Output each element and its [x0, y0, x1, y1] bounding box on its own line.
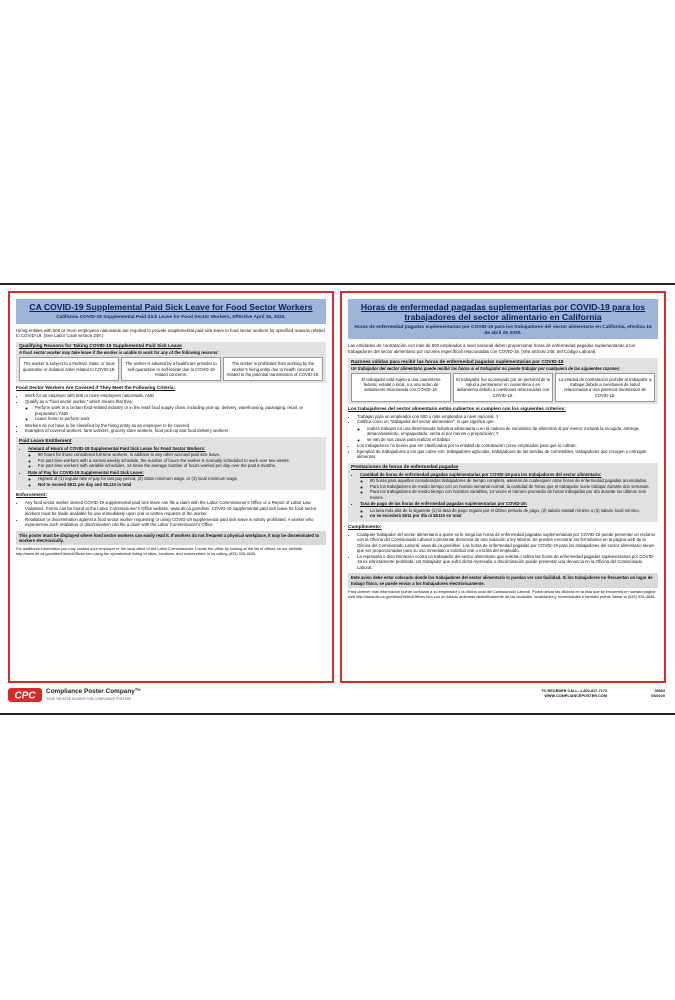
english-covered-section [16, 386, 326, 433]
list-item: ◦ Perform work in a certain food-related industry or in the retail food supply chain, including pick-up, delivery, warehousing, packaging, retail, or preparation; AND [35, 405, 326, 416]
spanish-footer: Para obtener más información puede contactar a su empleador o la oficina local del Comisionado Laboral. Podrá ubicar las oficinas en la lista que se encuentra en nuestra página web http://www.dir.ca.gov/dlse/DistrictOffices.htm con un listado ordenado alfabéticamente de las ciudades, localidades y comunidades o también puede llamar al (833) 526-4636. [348, 588, 656, 599]
spanish-enforcement-heading: Cumplimiento: [348, 524, 382, 530]
list-item [360, 472, 655, 501]
english-intro: Hiring entities with 500 or more employees nationwide are required to provide supplemental paid sick leave to food sector workers for specified reasons related to COVID-19. (See Labor Code section 248.) [16, 327, 325, 339]
list-item: • Los trabajadores no tienen que ser clasificados por la entidad de contratación como empleados para que lo cubran. [357, 443, 658, 449]
spanish-reasons-boxes [351, 373, 655, 402]
spanish-enforcement-section [348, 525, 658, 570]
poster-codes [651, 689, 665, 700]
spanish-entitlement-section [348, 463, 658, 522]
list-item: ◦ For part-time workers with a normal weekly schedule, the number of hours the worker is normally scheduled to work over two weeks. [38, 458, 323, 464]
reorder-phone: TO REORDER CALL: 1-800-817-7173 [541, 689, 607, 693]
list-item: ◦ realiza trabajos en una determinada industria alimentaria o en la cadena de suministro de alimentos al por menor, incluida la recogida, entrega, almacenamiento, empaquetado, venta al por menos o preparación; Y [367, 426, 658, 437]
list-item: • Any food sector worker denied COVID-19 supplemental paid sick leave can file a claim with the Labor Commissioner's Office or a Report of Labor Law Violations. Forms can be found at the Labor Commissioner's Office website, www.dir.ca.gov/dlse/. COVID-19 supplemental paid sick leave for food sector workers must be made available for use immediately upon oral or written requests of the worker. [25, 500, 326, 517]
company-logo [8, 687, 158, 705]
spanish-reasons-section [348, 358, 658, 404]
english-title: CA COVID-19 Supplemental Paid Sick Leave for Food Sector Workers [29, 302, 313, 312]
brand-bar [8, 685, 667, 711]
spanish-display-note: Este aviso debe estar colocado donde los trabajadores del sector alimentario lo puedan ver con facilidad. Si los trabajadores no frecuentan un lugar de trabajo físico, se puede enviar a los trabajadores electrónicamente. [348, 573, 658, 588]
english-covered-list [16, 393, 326, 434]
list-item: • Retaliation or discrimination against a food sector worker requesting or using COVID-19 supplemental paid sick leave is strictly prohibited. A worker who experiences such retaliation or discrimination can file a claim with the Labor Commissioner's Office. [25, 517, 326, 528]
list-item: ◦ Para los trabajadores de medio tiempo con horarios variables, 14 veces el número promedio de horas trabajadas por día durante los últimos seis meses. [370, 489, 655, 500]
list-item [25, 399, 326, 422]
spanish-header [348, 299, 658, 339]
english-header [16, 299, 326, 324]
english-panel [8, 291, 334, 683]
amount-heading: Cantidad de horas de enfermedad pagadas suplementarias por COVID-19 para los trabajadores del sector alimentario: [360, 471, 602, 477]
spanish-title: Horas de enfermedad pagadas suplementarias por COVID-19 para los trabajadores del sector alimentario en California [360, 302, 646, 322]
list-item-text: Califica como un "trabajador del sector alimentario", lo que significa que: [357, 419, 495, 425]
list-item: • Ejemplos de trabajadores a los que cubre son: trabajadores agrícolas, trabajadores de las tiendas de comestibles, trabajadores que recogen o entregan alimentos [357, 449, 658, 460]
spanish-intro: Las entidades de contratación con más de 500 empleados a nivel nacional deben proporcionar horas de enfermedad pagadas suplementarias a los trabajadores del sector alimentario por razones específicas relacionadas con COVID-19. (Vea artículo 248, del Código Laboral). [348, 343, 636, 354]
list-item [28, 470, 323, 488]
list-item: ◦ se van de sus casas para realizar el trabajo [367, 437, 658, 443]
english-enforcement-section [16, 493, 326, 527]
english-reasons-note: A food sector worker may take leave if the worker is unable to work for any of the following reasons: [19, 350, 219, 356]
list-item: ◦ For part-time workers with variable schedules, 14 times the average number of hours worked per day over the past 6 months. [38, 463, 323, 469]
list-item: • Workers do not have to be classified by the hiring entity as an employee to be covered. [25, 423, 326, 429]
english-reasons-heading: Qualifying Reasons for Taking COVID-19 Supplemental Paid Sick Leave [19, 344, 182, 350]
list-item: ◦ 80 horas para aquellos considerados trabajadores de tiempo completo, además de cualesquier otras horas de enfermedad pagadas acumuladas. [370, 478, 655, 484]
reason-box: The worker is advised by a healthcare provider to self-quarantine or self-isolate due to COVID-19 related concerns. [121, 357, 221, 381]
list-item: ◦ Para los trabajadores de medio tiempo con un horario semanal normal, la cantidad de horas que el trabajador suele trabajar durante dos semanas. [370, 484, 655, 490]
list-item: ◦ Leave home to perform work [35, 416, 326, 422]
reason-box: The worker is subject to a Federal, State, or local quarantine or isolation order related to COVID-19. [19, 357, 119, 381]
poster-date: 05/2020 [651, 694, 665, 699]
english-reasons-boxes [19, 357, 323, 381]
spanish-entitlement-heading: Prestaciones de horas de enfermedad pagadas [351, 464, 459, 470]
spanish-reasons-note: Un trabajador del sector alimentario puede recibir las horas si el trabajador no puede trabajar por cualquiera de las siguientes razones: [351, 365, 621, 371]
english-enforcement-heading: Enforcement: [16, 493, 47, 499]
list-item-text: Qualify as a "food sector worker," which means that they: [25, 398, 134, 404]
list-item: • Cualquier trabajador del sector alimentario a quien se le niega las horas de enfermedad pagadas suplementarias por COVID-19 puede presentar un reclamo con la Oficina del Comisionado Laboral o presentar denuncia de una violación a ley laboral. Se pueden encontrar los formularios en la página web de la Oficina del Comisionado Laboral, www.dir.ca.gov/dlse/. Las horas de enfermedad pagadas por COVID-19 para los trabajadores del sector alimentario tienen que ser proporcionadas para su uso inmediato a solicitud oral o escrita del empleado. [357, 532, 658, 554]
list-item: ◦ La tasa más alta de lo siguiente (1) la tasa de pago regular por el último periodo de pago, (2) salario estatal mínimo o (3) salario local mínimo, [370, 508, 655, 514]
reason-box: La entidad de contratación prohíbe al trabajador a trabajar debido a cuestiones de salud relacionadas a una potencial transmisión de COVID-19. [555, 373, 655, 402]
poster-code: 05063 [654, 689, 665, 693]
cpc-logo-icon [8, 687, 42, 703]
english-footer: For additional information you may contact your employer or the local office of the Labor Commissioner. Locate the office by looking at the list of offices on our website http://www.dir.ca.gov/dlse/DistrictOffices.htm using the alphabetical listing of cities, locations, and communities or by calling (833) 526-4636. [16, 546, 302, 556]
english-reasons-section [16, 342, 326, 383]
rate-heading: Rate of Pay for COVID-19 Supplemental Paid Sick Leave: [28, 469, 144, 475]
list-item: • La represalia o discriminación contra un trabajador del sector alimentario que solicita o utiliza las horas de enfermedad pagadas suplementarias por COVID-19 es estrictamente prohibida. Un trabajador que sufre dicha represalia o discriminación puede presentar una denuncia en la Oficina del Comisionado Laboral. [357, 554, 658, 571]
amount-heading: Amount of Hours of COVID-19 Supplemental Paid Sick Leave for Food Sector Workers: [28, 445, 206, 451]
company-name: Compliance Poster Company™ [46, 688, 142, 695]
poster [0, 283, 675, 715]
list-item [360, 501, 655, 519]
english-entitlement-heading: Paid Leave Entitlement [19, 438, 72, 444]
list-item: • Work for an employer with 500 or more employees nationwide, AND [25, 393, 326, 399]
english-entitlement-section [16, 437, 326, 490]
reason-box: The worker is prohibited from working by the worker's hiring entity due to health concerns related to the potential transmission of COVID-19. [223, 357, 323, 381]
spanish-covered-heading: Los trabajadores del sector alimentario están cubiertos si cumplen con los siguientes criterios: [348, 406, 566, 412]
list-item: • Examples of covered workers: farm workers, grocery store workers, food pick-up and food delivery workers [25, 428, 326, 434]
list-item: • Trabajan para un empleador con 500 o más empleados a nivel nacional, Y [357, 414, 658, 420]
rate-heading: Tasa de pago de las horas de enfermedad pagadas suplementarias por COVID-19: [360, 501, 528, 507]
reason-box: El trabajador fue aconsejado por un personal de la salud a permanecer en cuarentena o en aislamiento debido a cuestiones relacionadas con COVID-19. [453, 373, 553, 402]
spanish-panel [340, 291, 666, 683]
reorder-info [541, 689, 607, 700]
spanish-subtitle: Horas de enfermedad pagadas suplementarias por COVID-19 para los trabajadores del sector alimentario en California, efectiva 16 de abril de 2020. [354, 324, 652, 336]
english-display-note: This poster must be displayed where food sector workers can easily read it. If workers do not frequent a physical workplace, it may be disseminated to workers electronically. [16, 531, 326, 546]
company-tagline: YOUR TRUSTED SOURCE FOR COMPLIANCE POSTERS [46, 697, 132, 701]
spanish-covered-section [348, 407, 658, 460]
spanish-reasons-heading: Razones válidas para recibir las horas de enfermedad pagadas suplementarias por COVID-19 [351, 359, 564, 365]
logo-mark-text: CPC [14, 690, 36, 702]
reason-box: El trabajador está sujeto a una cuarentena federal, estatal o local, o a una orden de aislamiento relacionada con COVID-19. [351, 373, 451, 402]
list-item [357, 419, 658, 442]
reorder-website: WWW.COMPLIANCEPOSTER.COM [544, 694, 607, 699]
list-item: ◦ Not to exceed $511 per day and $5,110 in total [38, 482, 323, 488]
list-item: ◦ no se excederá $511 por día ni $5110 en total [370, 513, 655, 519]
list-item: ◦ 80 hours for those considered full-time workers, in addition to any other accrued paid sick leave. [38, 452, 323, 458]
list-item [28, 446, 323, 469]
list-item: ◦ Highest of (1) regular rate of pay for last pay period, (2) State minimum wage, or (3) local minimum wage, [38, 476, 323, 482]
english-subtitle: California COVID-19 Supplemental Paid Sick Leave for Food Sector Workers, Effective April 16, 2020. [56, 314, 286, 320]
english-covered-heading: Food Sector Workers Are Covered if They Meet the Following Criteria: [16, 386, 176, 392]
